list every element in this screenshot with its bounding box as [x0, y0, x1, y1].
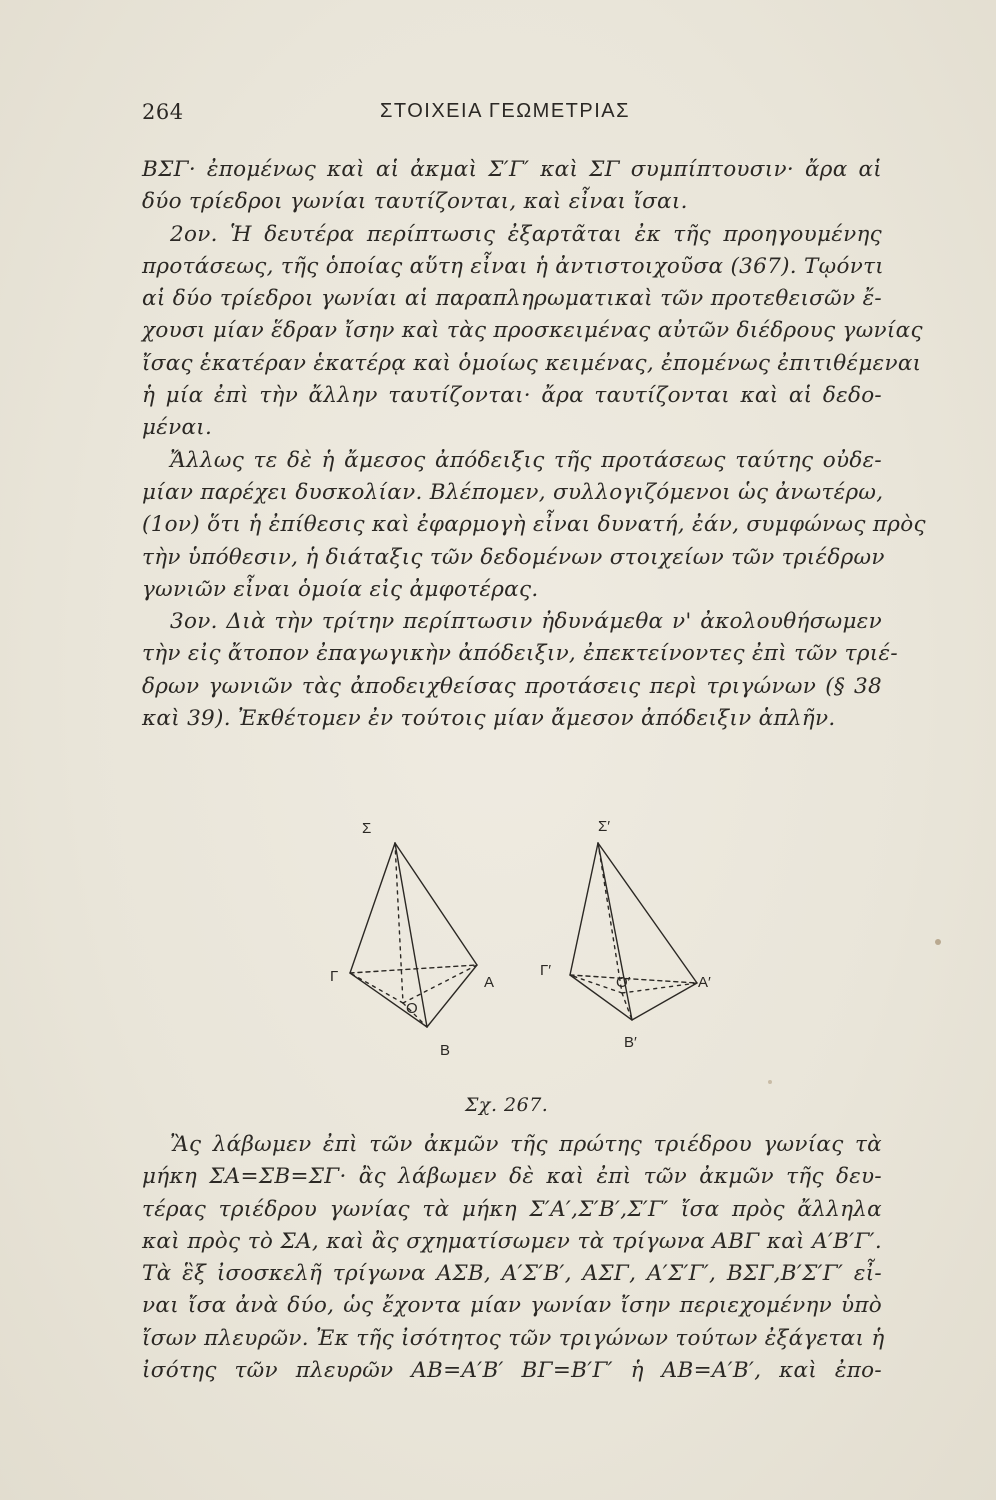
text-line: μίαν παρέχει δυσκολίαν. Βλέπομεν, συλλογιζόμενοι ὡς ἀνωτέρω,	[142, 479, 884, 505]
text-line: ἡ μία ἐπὶ τὴν ἄλλην ταυτίζονται· ἄρα ταυτίζονται καὶ αἱ δεδο-	[142, 383, 882, 409]
text-line: ἴσας ἑκατέραν ἑκατέρᾳ καὶ ὁμοίως κειμένας, ἐπομένως ἐπιτιθέμεναι	[142, 350, 922, 376]
text-line: δρων γωνιῶν τὰς ἀποδειχθείσας προτάσεις περὶ τριγώνων (§ 38	[142, 673, 882, 699]
text-line: προτάσεως, τῆς ὁποίας αὕτη εἶναι ἡ ἀντιστοιχοῦσα (367). Τῳόντι	[142, 253, 885, 279]
text-line: χουσι μίαν ἕδραν ἴσην καὶ τὰς προσκειμένας αὐτῶν διέδρους γωνίας	[142, 318, 923, 344]
running-title: ΣΤΟΙΧΕΙΑ ΓΕΩΜΕΤΡΙΑΣ	[380, 100, 630, 122]
text-line: 2ον. Ἡ δευτέρα περίπτωσις ἐξαρτᾶται ἐκ τῆς προηγουμένης	[170, 221, 882, 247]
text-line: (1ον) ὅτι ἡ ἐπίθεσις καὶ ἐφαρμογὴ εἶναι δυνατή, ἐάν, συμφώνως πρὸς	[142, 512, 926, 538]
label-beta-prime: Β′	[624, 1034, 637, 1051]
text-line: Ἄλλως τε δὲ ἡ ἄμεσος ἀπόδειξις τῆς προτάσεως ταύτης οὐδε-	[170, 447, 882, 473]
label-sigma-prime: Σ′	[598, 818, 611, 835]
text-line: τέρας τριέδρου γωνίας τὰ μήκη Σ′Α′,Σ′Β′,Σ′Γ′ ἴσα πρὸς ἄλληλα	[142, 1196, 882, 1222]
text-line: δύο τρίεδροι γωνίαι ταυτίζονται, καὶ εἶναι ἴσαι.	[142, 189, 688, 215]
text-line: γωνιῶν εἶναι ὁμοία εἰς ἀμφοτέρας.	[142, 576, 539, 602]
text-line: ναι ἴσα ἀνὰ δύο, ὡς ἔχοντα μίαν γωνίαν ἴσην περιεχομένην ὑπὸ	[142, 1293, 882, 1319]
text-line: αἱ δύο τρίεδροι γωνίαι αἱ παραπληρωματικαὶ τῶν προτεθεισῶν ἔ-	[142, 286, 882, 312]
text-line: Τὰ ἓξ ἰσοσκελῆ τρίγωνα ΑΣΒ, Α′Σ′Β′, ΑΣΓ, Α′Σ′Γ′, ΒΣΓ,Β′Σ′Γ′ εἶ-	[142, 1261, 882, 1287]
page-number: 264	[142, 100, 184, 124]
text-line: καὶ πρὸς τὸ ΣΑ, καὶ ἂς σχηματίσωμεν τὰ τρίγωνα ΑΒΓ καὶ Α′Β′Γ′.	[142, 1228, 882, 1254]
label-foot: Ο	[406, 1000, 418, 1017]
text-line: ΒΣΓ· ἐπομένως καὶ αἱ ἀκμαὶ Σ′Γ′ καὶ ΣΓ συμπίπτουσιν· ἄρα αἱ	[142, 157, 882, 182]
label-alpha: Α	[484, 974, 495, 991]
label-foot-prime: Ο′	[616, 974, 631, 991]
label-sigma: Σ	[362, 820, 372, 837]
text-line: τὴν εἰς ἄτοπον ἐπαγωγικὴν ἀπόδειξιν, ἐπεκτείνοντες ἐπὶ τῶν τριέ-	[142, 641, 898, 667]
text-line: ἴσων πλευρῶν. Ἐκ τῆς ἰσότητος τῶν τριγώνων τούτων ἐξάγεται ἡ	[142, 1325, 885, 1351]
label-alpha-prime: Α′	[698, 974, 711, 991]
label-gamma-prime: Γ′	[540, 962, 552, 979]
paper-speck	[768, 1080, 772, 1084]
figure-caption: Σχ. 267.	[465, 1094, 549, 1116]
text-line: μέναι.	[142, 415, 213, 441]
text-line: Ἂς λάβωμεν ἐπὶ τῶν ἀκμῶν τῆς πρώτης τριέδρου γωνίας τὰ	[170, 1132, 882, 1157]
text-line: 3ον. Διὰ τὴν τρίτην περίπτωσιν ἠδυνάμεθα ν' ἀκολουθήσωμεν	[170, 609, 882, 635]
label-beta: Β	[440, 1042, 451, 1059]
paper-speck	[935, 939, 941, 945]
label-gamma: Γ	[330, 968, 339, 985]
text-line: καὶ 39). Ἐκθέτομεν ἐν τούτοις μίαν ἄμεσον ἀπόδειξιν ἁπλῆν.	[142, 706, 836, 732]
text-line: ἰσότης τῶν πλευρῶν ΑΒ=Α′Β′ ΒΓ=Β′Γ′ ἡ ΑΒ=Α′Β′, καὶ ἐπο-	[142, 1358, 882, 1384]
text-line: μήκη ΣΑ=ΣΒ=ΣΓ· ἂς λάβωμεν δὲ καὶ ἐπὶ τῶν ἀκμῶν τῆς δευ-	[142, 1164, 882, 1190]
text-line: τὴν ὑπόθεσιν, ἡ διάταξις τῶν δεδομένων στοιχείων τῶν τριέδρων	[142, 544, 885, 570]
